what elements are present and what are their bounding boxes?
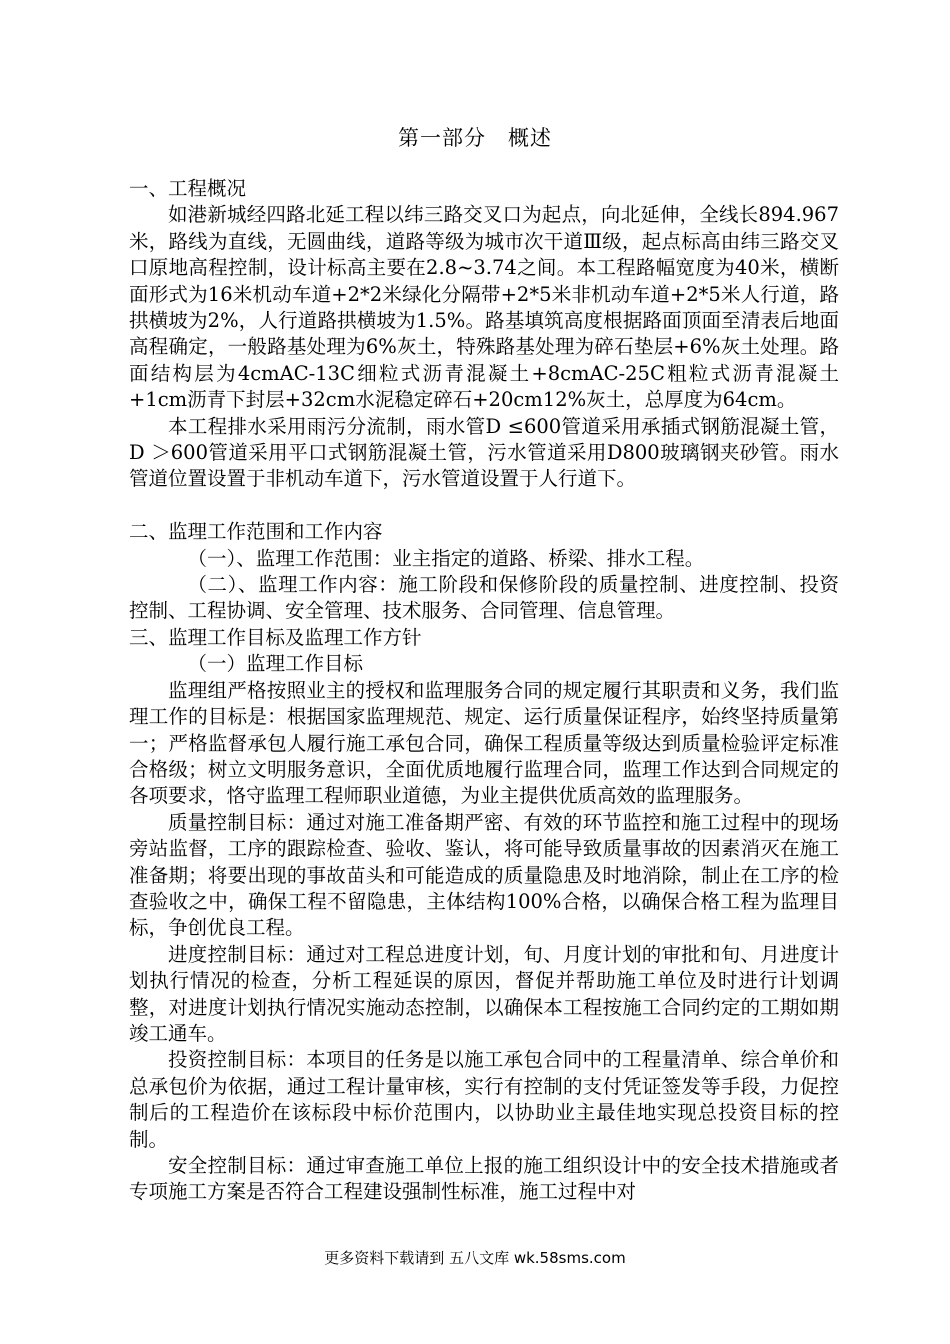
footer-watermark: 更多资料下载请到 五八文库 wk.58sms.com bbox=[324, 1249, 626, 1267]
paragraph-quality-goal: 质量控制目标：通过对施工准备期严密、有效的环节监控和施工过程中的现场旁站监督，工序的跟踪检查、验收、鉴认，将可能导致质量事故的因素消灭在施工准备期；将要出现的事故苗头和可能造成的质量隐患及时地消除，制止在工序的检查验收之中，确保工程不留隐患，主体结构100%合格，以确保合格工程为监理目标，争创优良工程。 bbox=[129, 810, 839, 940]
paragraph-project-description: 如港新城经四路北延工程以纬三路交叉口为起点，向北延伸，全线长894.967米，路线为直线，无圆曲线，道路等级为城市次干道Ⅲ级，起点标高由纬三路交叉口原地高程控制，设计标高主要在2.8~3.74之间。本工程路幅宽度为40米，横断面形式为16米机动车道+2*2米绿化分隔带+2*5米非机动车道+2*5米人行道，路拱横坡为2%，人行道路拱横坡为1.5%。路基填筑高度根据路面顶面至清表后地面高程确定，一般路基处理为6%灰土，特殊路基处理为碎石垫层+6%灰土处理。路面结构层为4cmAC-13C细粒式沥青混凝土+8cmAC-25C粗粒式沥青混凝土+1cm沥青下封层+32cm水泥稳定碎石+20cm12%灰土，总厚度为64cm。 bbox=[129, 203, 839, 412]
paragraph-gap bbox=[129, 493, 839, 519]
paragraph-content: （二）、监理工作内容：施工阶段和保修阶段的质量控制、进度控制、投资控制、工程协调、安全管理、技术服务、合同管理、信息管理。 bbox=[129, 573, 839, 623]
paragraph-supervision-goal: 监理组严格按照业主的授权和监理服务合同的规定履行其职责和义务，我们监理工作的目标是：根据国家监理规范、规定、运行质量保证程序，始终坚持质量第一；严格监督承包人履行施工承包合同，确保工程质量等级达到质量检验评定标准合格级；树立文明服务意识，全面优质地履行监理合同，监理工作达到合同规定的各项要求，恪守监理工程师职业道德，为业主提供优质高效的监理服务。 bbox=[129, 678, 839, 808]
paragraph-investment-goal: 投资控制目标：本项目的任务是以施工承包合同中的工程量清单、综合单价和总承包价为依据，通过工程计量审核，实行有控制的支付凭证签发等手段，力促控制后的工程造价在该标段中标价范围内，以协助业主最佳地实现总投资目标的控制。 bbox=[129, 1048, 839, 1151]
section-heading-overview: 一、工程概况 bbox=[129, 177, 247, 200]
section-heading-goals: 三、监理工作目标及监理工作方针 bbox=[129, 625, 422, 649]
paragraph-schedule-goal: 进度控制目标：通过对工程总进度计划，旬、月度计划的审批和旬、月进度计划执行情况的检查，分析工程延误的原因，督促并帮助施工单位及时进行计划调整，对进度计划执行情况实施动态控制，以确保本工程按施工合同约定的工期如期竣工通车。 bbox=[129, 942, 839, 1045]
page-title: 第一部分 概述 bbox=[398, 126, 552, 150]
paragraph-scope: （一）、监理工作范围：业主指定的道路、桥梁、排水工程。 bbox=[187, 546, 705, 570]
paragraph-drainage: 本工程排水采用雨污分流制，雨水管D ≤600管道采用承插式钢筋混凝土管，D ＞600管道采用平口式钢筋混凝土管，污水管道采用D800玻璃钢夹砂管。雨水管道位置设置于非机动车道下，污水管道设置于人行道下。 bbox=[129, 414, 839, 491]
paragraph-safety-goal: 安全控制目标：通过审查施工单位上报的施工组织设计中的安全技术措施或者专项施工方案是否符合工程建设强制性标准，施工过程中对 bbox=[129, 1154, 839, 1204]
subheading-goals: （一）监理工作目标 bbox=[187, 652, 364, 676]
document-body bbox=[129, 176, 839, 1206]
section-heading-scope: 二、监理工作范围和工作内容 bbox=[129, 520, 383, 544]
